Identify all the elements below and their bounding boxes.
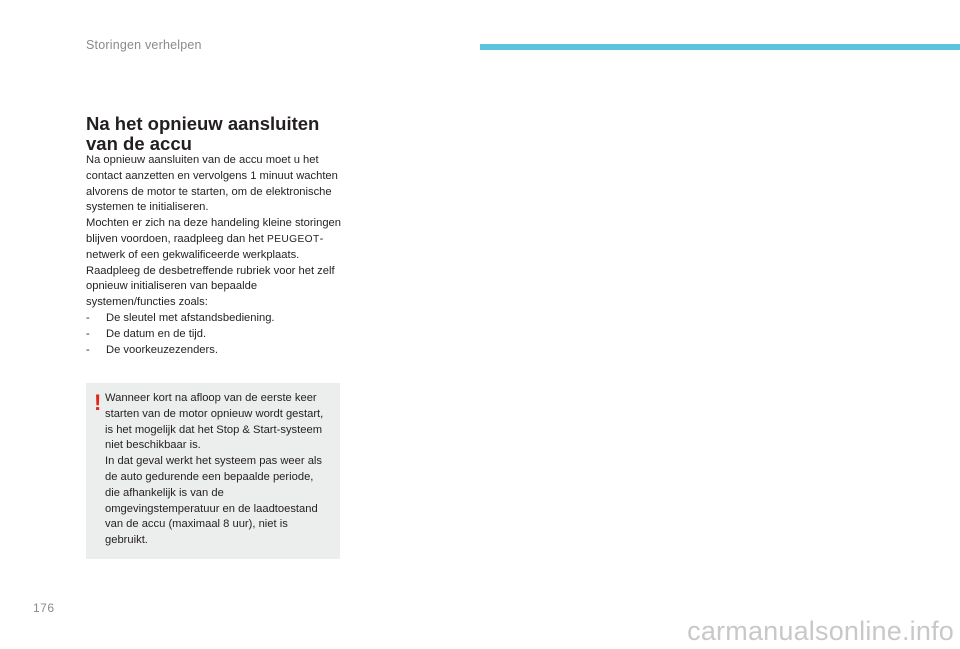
body-paragraph-3: Raadpleeg de desbetreffende rubriek voor het zelf opnieuw initialiseren van bepaalde systemen/functies zoals:	[86, 264, 335, 309]
list-item-text: De voorkeuzezenders.	[106, 343, 218, 356]
section-title-line2: van de accu	[86, 133, 192, 154]
exclamation-icon: !	[94, 390, 102, 415]
section-title	[86, 114, 356, 154]
section-title-line1: Na het opnieuw aansluiten	[86, 113, 320, 134]
list-item	[86, 343, 348, 359]
body-paragraph-1: Na opnieuw aansluiten van de accu moet u het contact aanzetten en vervolgens 1 minuut wachten alvorens de motor te starten, om de elektronische systemen te initialiseren.	[86, 154, 338, 214]
brand-name: PEUGEOT	[267, 233, 320, 245]
warning-box	[86, 383, 340, 559]
body-paragraph-2-start: Mochten er zich na deze handeling kleine storingen blijven voordoen, raadpleeg dan het	[86, 217, 341, 245]
function-list	[86, 311, 348, 358]
list-item	[86, 327, 348, 343]
header-accent-bar	[480, 44, 960, 50]
list-bullet: -	[86, 343, 90, 356]
body-paragraph-2	[86, 216, 348, 263]
body-paragraph-2-end: -netwerk of een gekwalificeerde werkplaats.	[86, 232, 324, 261]
warning-paragraph-1: Wanneer kort na afloop van de eerste keer starten van de motor opnieuw wordt gestart, is het mogelijk dat het Stop & Start-systeem niet beschikbaar is.	[105, 392, 324, 452]
warning-paragraph-2: In dat geval werkt het systeem pas weer als de auto gedurende een bepaalde periode, die afhankelijk is van de omgevingstemperatuur en de laadtoestand van de accu (maximaal 8 uur), niet is gebruikt.	[105, 455, 323, 547]
list-item-text: De datum en de tijd.	[106, 327, 207, 340]
page-number: 176	[33, 601, 55, 615]
warning-text	[105, 391, 330, 549]
list-bullet: -	[86, 311, 90, 324]
header-section-label: Storingen verhelpen	[86, 38, 202, 52]
section-body	[86, 153, 348, 358]
list-item-text: De sleutel met afstandsbediening.	[106, 311, 275, 324]
list-item	[86, 311, 348, 327]
list-bullet: -	[86, 327, 90, 340]
watermark: carmanualsonline.info	[687, 616, 954, 646]
